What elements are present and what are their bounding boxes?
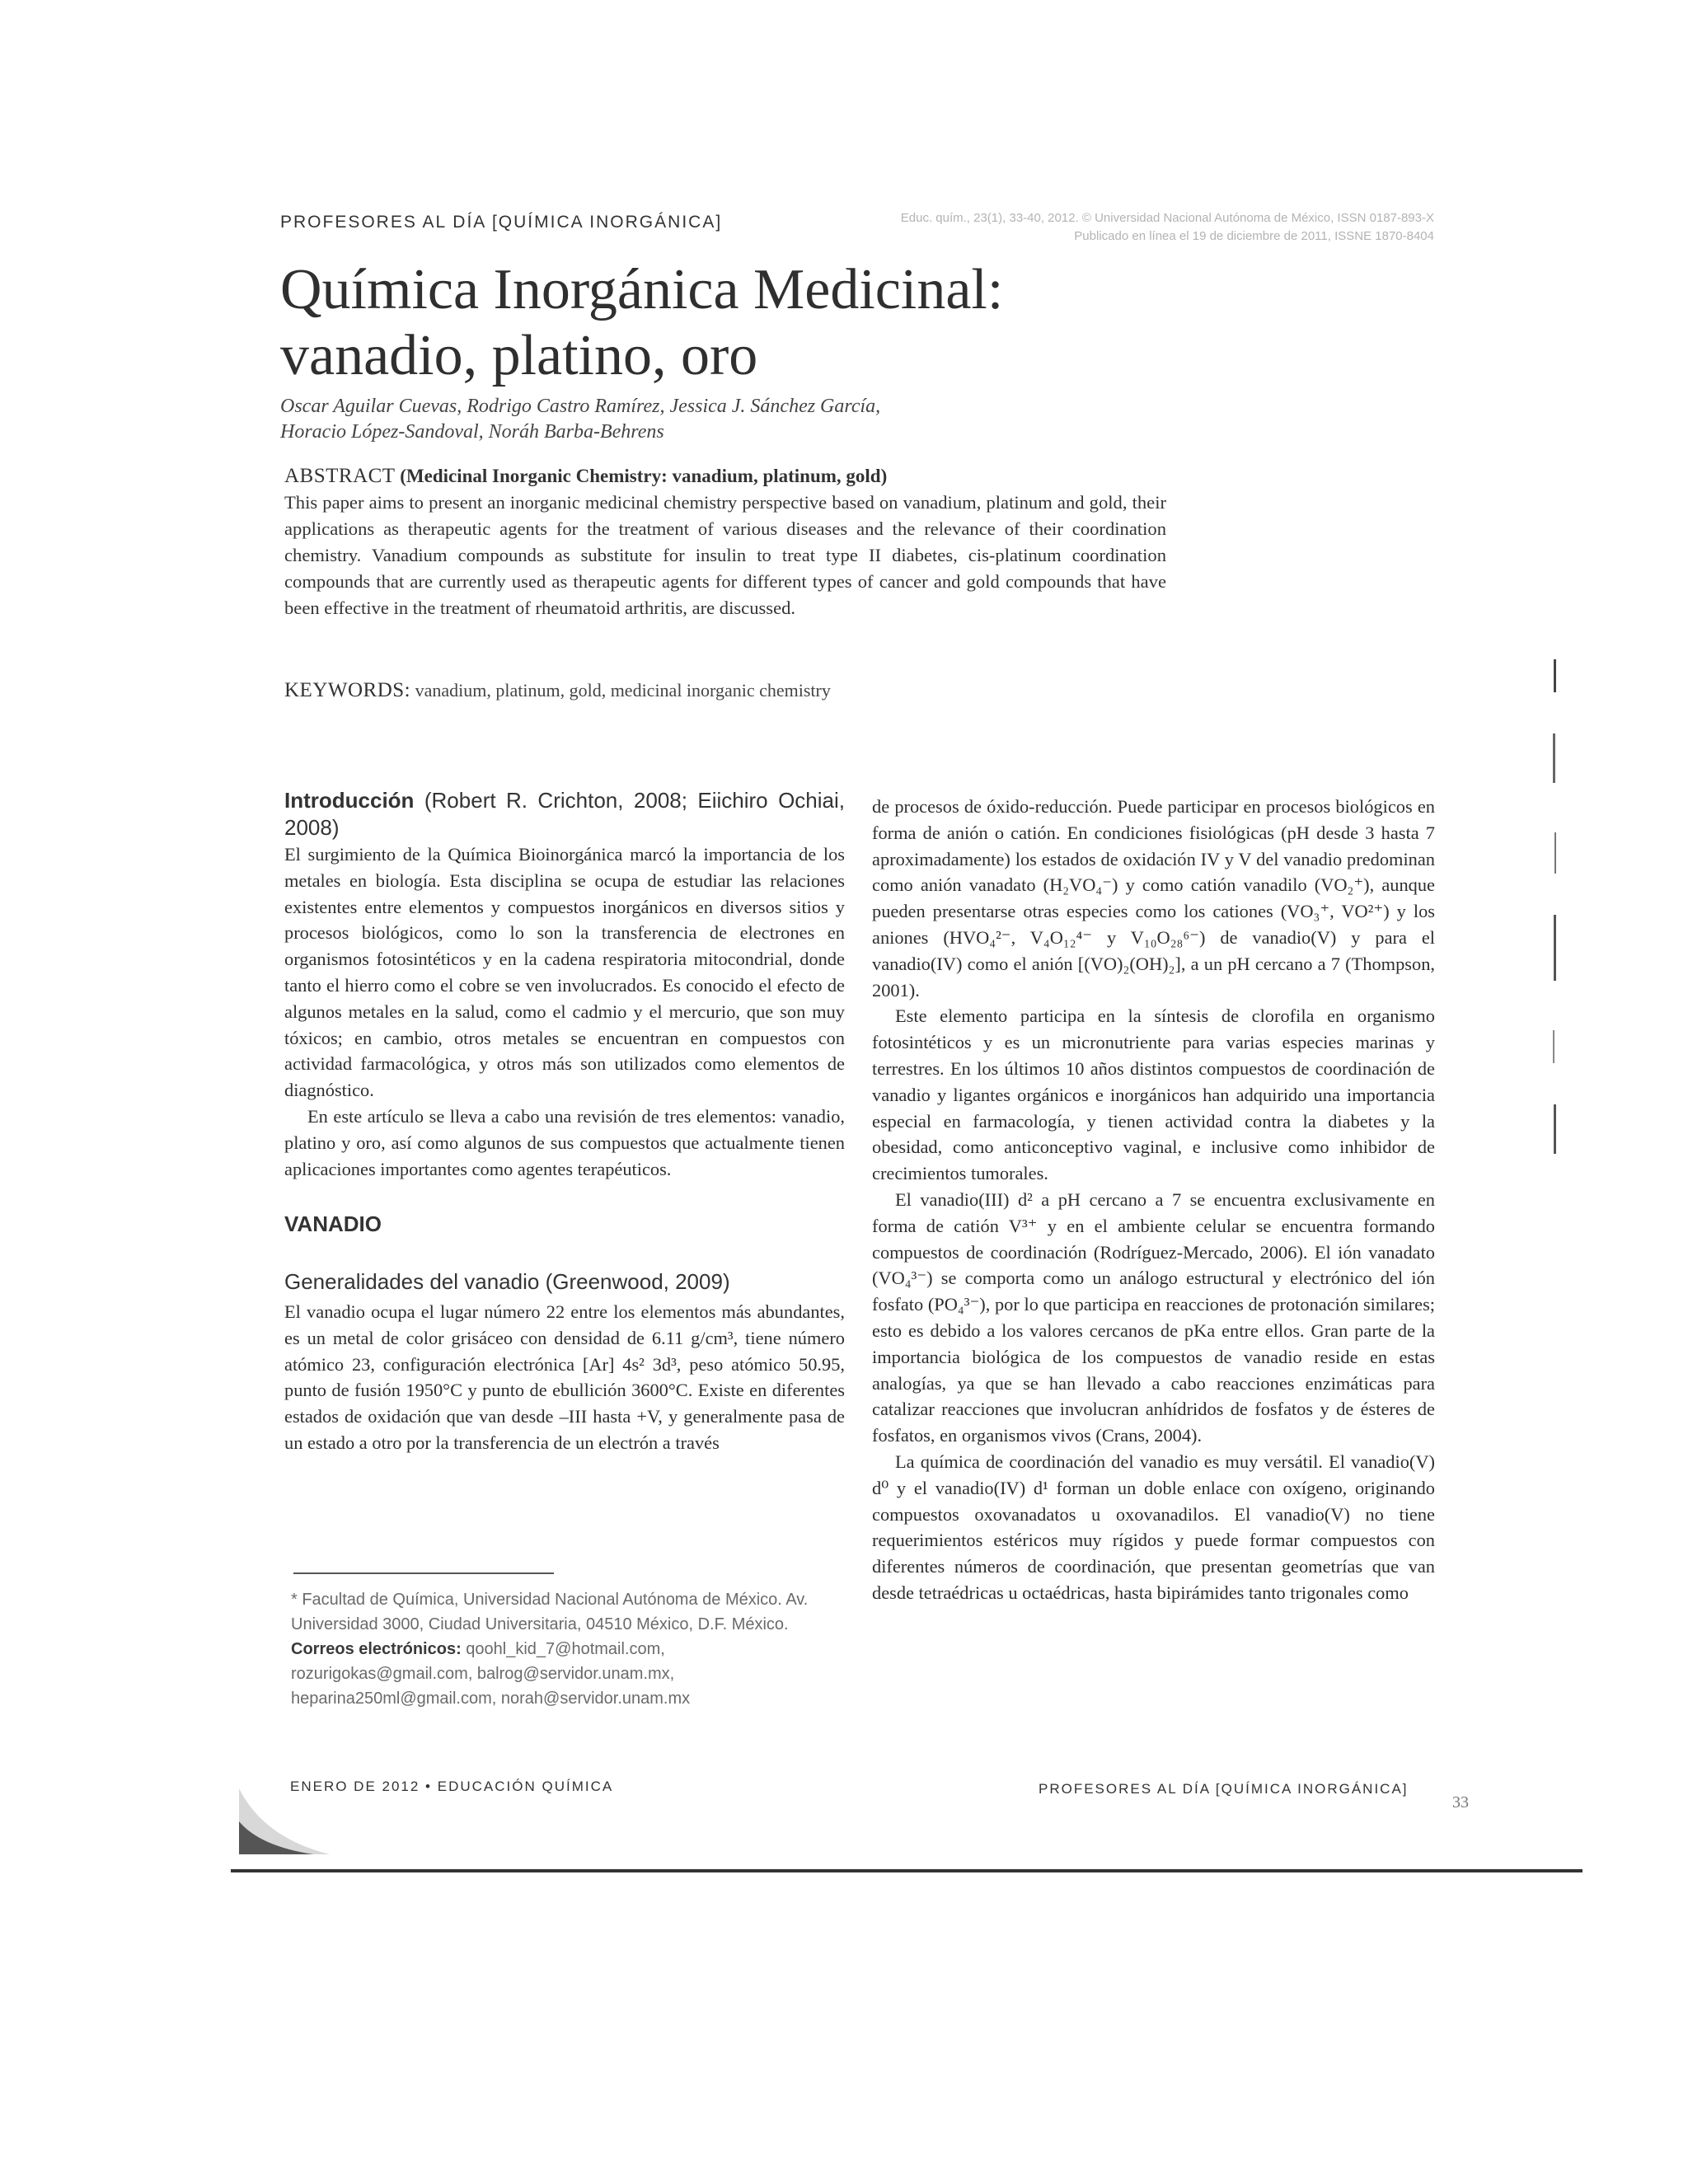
intro-paragraph-2: En este artículo se lleva a cabo una revisión de tres elementos: vanadio, platino y oro, así como algunos de sus compuestos que actualmente tienen aplicaciones importantes como agentes terapéuticos. — [284, 1105, 845, 1179]
authors-line-2: Horacio López-Sandoval, Noráh Barba-Behrens — [280, 421, 664, 443]
title-line-1: Química Inorgánica Medicinal: — [280, 258, 1004, 321]
left-column — [284, 787, 845, 1456]
subsection-heading — [284, 1269, 845, 1296]
intro-heading-ref: (Robert R. Crichton, 2008; Eiichiro Ochiai, 2008) — [284, 788, 845, 840]
citation-line-1: Educ. quím., 23(1), 33-40, 2012. © Universidad Nacional Autónoma de México, ISSN 0187-893-X — [900, 211, 1434, 225]
abstract — [284, 463, 1166, 621]
footer-left: ENERO DE 2012 • EDUCACIÓN QUÍMICA — [290, 1779, 614, 1794]
scan-bottom-edge — [231, 1869, 1582, 1872]
right-paragraph-1: de procesos de óxido-reducción. Puede participar en procesos biológicos en forma de anión o catión. En condiciones fisiológicas (pH desde 3 hasta 7 aproximadamente) los estados de oxidación IV y V del vanadio predominan como anión vanadato (H₂VO₄⁻) y como catión vanadilo (VO₂⁺), aunque pueden presentarse otras especies como los cationes (VO₃⁺, VO²⁺) y los aniones (HVO₄²⁻, V₄O₁₂⁴⁻ y V₁₀O₂₈⁶⁻) de vanadio(V) y para el vanadio(IV) como el anión [(VO)₂(OH)₂], a un pH cercano a 7 (Thompson, 2001). — [872, 796, 1435, 1001]
footer-right: PROFESORES AL DÍA [QUÍMICA INORGÁNICA] — [1039, 1781, 1409, 1797]
right-column — [872, 794, 1435, 1606]
intro-paragraph-1: El surgimiento de la Química Bioinorgánica marcó la importancia de los metales en biología. Esta disciplina se ocupa de estudiar las relaciones existentes entre elementos y compuestos inorgánicos en diversos sitios y procesos biológicos, como lo son la transferencia de electrones en organismos fotosintéticos y en la cadena respiratoria mitocondrial, donde tanto el hierro como el cobre se ven involucrados. Es conocido el efecto de algunos metales en la salud, como el cadmio y el mercurio, que son muy tóxicos; en cambio, otros metales se encuentran en compuestos con actividad farmacológica, y otros más son utilizados como elementos de diagnóstico. — [284, 844, 845, 1101]
scan-margin-marks — [1541, 643, 1566, 1170]
footnote-divider — [293, 1572, 554, 1574]
right-paragraph-2: Este elemento participa en la síntesis de clorofila en organismo fotosintéticos y es un micronutriente para varias especies marinas y terrestres. En los últimos 10 años distintos compuestos de coordinación de vanadio y ligantes orgánicos e inorgánicos han adquirido una importancia especial en farmacología, y tienen actividad contra la diabetes y la obesidad, como anticonceptivo vaginal, e inclusive como inhibidor de crecimientos tumorales. — [872, 1005, 1435, 1184]
footnote — [291, 1587, 818, 1711]
keywords-label: KEYWORDS: — [284, 679, 411, 701]
footnote-emails — [291, 1637, 818, 1711]
running-header-section: PROFESORES AL DÍA [QUÍMICA INORGÁNICA] — [280, 213, 723, 232]
footnote-affiliation: * Facultad de Química, Universidad Nacional Autónoma de México. Av. Universidad 3000, Ciudad Universitaria, 04510 México, D.F. México. — [291, 1591, 809, 1633]
footnote-emails-list: qoohl_kid_7@hotmail.com, rozurigokas@gmail.com, balrog@servidor.unam.mx, heparina250ml@gmail.com, norah@servidor.unam.mx — [291, 1640, 691, 1708]
keywords-text: vanadium, platinum, gold, medicinal inorganic chemistry — [415, 680, 831, 701]
authors-line-1: Oscar Aguilar Cuevas, Rodrigo Castro Ramírez, Jessica J. Sánchez García, — [280, 396, 881, 417]
citation-line-2: Publicado en línea el 19 de diciembre de 2011, ISSNE 1870-8404 — [1074, 229, 1434, 243]
right-paragraph-3: El vanadio(III) d² a pH cercano a 7 se encuentra exclusivamente en forma de catión V³⁺ y en el ambiente celular se encuentra formando compuestos de coordinación (Rodríguez-Mercado, 2006). El ión vanadato (VO₄³⁻) se comporta como un análogo estructural y electrónico del ión fosfato (PO₄³⁻), por lo que participa en reacciones de protonación similares; esto es debido a los valores cercanos de pKa entre ellos. Gran parte de la importancia biológica de los compuestos de vanadio reside en estas analogías, ya que se han llevado a cabo reacciones enzimáticas para catalizar reacciones que involucran anhídridos de fosfatos y de ésteres de fosfatos, en organismos vivos (Crans, 2004). — [872, 1188, 1435, 1446]
title-line-2: vanadio, platino, oro — [280, 324, 758, 387]
intro-heading-title: Introducción — [284, 788, 415, 813]
vanadio-paragraph-1: El vanadio ocupa el lugar número 22 entre los elementos más abundantes, es un metal de color grisáceo con densidad de 6.11 g/cm³, tiene número atómico 23, configuración electrónica [Ar] 4s² 3d³, peso atómico 50.95, punto de fusión 1950°C y punto de ebullición 3600°C. Existe en diferentes estados de oxidación que van desde –III hasta +V, y generalmente pasa de un estado a otro por la transferencia de un electrón a través — [284, 1301, 845, 1453]
keywords — [284, 679, 1191, 702]
footnote-emails-label: Correos electrónicos: — [291, 1640, 462, 1658]
abstract-subtitle: (Medicinal Inorganic Chemistry: vanadium, platinum, gold) — [400, 466, 888, 486]
intro-heading — [284, 787, 845, 841]
abstract-text: This paper aims to present an inorganic medicinal chemistry perspective based on vanadium, platinum and gold, their applications as therapeutic agents for the treatment of various diseases and the relevance of their coordination chemistry. Vanadium compounds as substitute for insulin to treat type II diabetes, cis-platinum coordination compounds that are currently used as therapeutic agents for different types of cancer and gold compounds that have been effective in the treatment of rheumatoid arthritis, are discussed. — [284, 492, 1166, 618]
subsection-title: Generalidades del vanadio — [284, 1269, 540, 1295]
subsection-ref: (Greenwood, 2009) — [545, 1269, 730, 1295]
page-curl-shadow — [239, 1788, 338, 1854]
authors — [280, 394, 1269, 445]
citation-info — [828, 209, 1434, 246]
right-paragraph-4: La química de coordinación del vanadio es muy versátil. El vanadio(V) d⁰ y el vanadio(IV) d¹ forman un doble enlace con oxígeno, originando compuestos oxovanadatos u oxovanadilos. El vanadio(V) no tiene requerimientos estéricos muy rígidos y puede formar compuestos con diferentes números de coordinación, que presentan geometrías que van desde tetraédricas u octaédricas, hasta bipirámides tanto trigonales como — [872, 1451, 1435, 1603]
page-number: 33 — [1452, 1793, 1469, 1811]
abstract-label: ABSTRACT — [284, 465, 396, 487]
section-heading-vanadio: VANADIO — [284, 1212, 382, 1237]
article-title — [280, 257, 1352, 389]
